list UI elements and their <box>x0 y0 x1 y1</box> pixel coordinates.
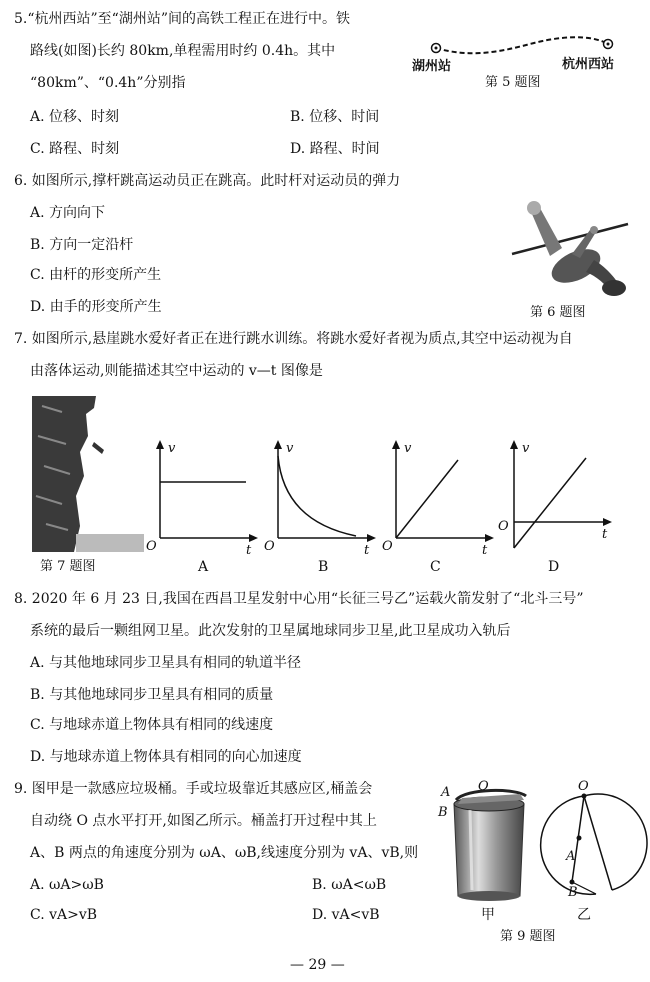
q8-option-a: A. 与其他地球同步卫星具有相同的轨道半径 <box>30 655 302 671</box>
graph-a-origin: O <box>146 539 157 554</box>
q6-option-a: A. 方向向下 <box>30 205 106 221</box>
q5-option-c: C. 路程、时刻 <box>30 141 120 157</box>
graph-a-v-label: v <box>168 441 176 456</box>
graph-c-origin: O <box>382 539 393 554</box>
q9-label-yi: 乙 <box>577 907 591 923</box>
q9-label-jia: 甲 <box>481 907 495 923</box>
q9-stem-line1: 9. 图甲是一款感应垃圾桶。手或垃圾靠近其感应区,桶盖会 <box>14 781 373 797</box>
q5-caption: 第 5 题图 <box>485 75 541 90</box>
q9-fig-jia-label-b: B <box>438 805 448 820</box>
graph-b-t-label: t <box>364 543 370 558</box>
vt-graph-a <box>146 440 260 558</box>
q9-option-a: A. ωA>ωB <box>30 877 104 893</box>
graph-b-curve <box>278 456 356 536</box>
page-number: — 29 — <box>290 957 345 973</box>
q5-stem-line2: 路线(如图)长约 80km,单程需用时约 0.4h。其中 <box>30 43 336 59</box>
q9-lid-rotation-diagram <box>534 779 644 902</box>
q7-caption: 第 7 题图 <box>40 559 96 574</box>
q9-fig-jia-label-o: O <box>478 779 489 794</box>
vt-graph-c <box>382 440 496 558</box>
graph-label-c: C <box>430 559 441 575</box>
q7-stem-line1: 7. 如图所示,悬崖跳水爱好者正在进行跳水训练。将跳水爱好者视为质点,其空中运动视为自 <box>14 331 573 347</box>
graph-d-v-label: v <box>522 441 530 456</box>
q9-option-c: C. vA>vB <box>30 907 98 923</box>
q9-fig-yi-label-b: B <box>568 885 578 900</box>
q6-option-d: D. 由手的形变所产生 <box>30 299 162 315</box>
cliff-dive-photo <box>32 396 144 552</box>
railway-line <box>436 37 608 53</box>
q5-option-d: D. 路程、时间 <box>290 141 380 157</box>
graph-d-t-label: t <box>602 527 608 542</box>
q8-stem-line2: 系统的最后一颗组网卫星。此次发射的卫星属地球同步卫星,此卫星成功入轨后 <box>30 623 511 639</box>
label-hangzhou-west: 杭州西站 <box>562 57 615 72</box>
q9-fig-yi-label-o: O <box>578 779 589 794</box>
point-a <box>577 836 582 841</box>
point-o <box>582 794 587 799</box>
graph-c-line <box>396 460 458 538</box>
q8-option-d: D. 与地球赤道上物体具有相同的向心加速度 <box>30 749 302 765</box>
q9-trash-can-figure <box>436 780 536 910</box>
label-huzhou: 湖州站 <box>412 59 452 74</box>
q6-caption: 第 6 题图 <box>530 305 586 320</box>
q6-option-c: C. 由杆的形变所产生 <box>30 267 162 283</box>
graph-c-t-label: t <box>482 543 488 558</box>
q9-option-d: D. vA<vB <box>312 907 380 923</box>
q9-stem-line2: 自动绕 O 点水平打开,如图乙所示。桶盖打开过程中其上 <box>30 813 377 829</box>
graph-b-origin: O <box>264 539 275 554</box>
q8-option-c: C. 与地球赤道上物体具有相同的线速度 <box>30 717 274 733</box>
q5-option-a: A. 位移、时刻 <box>30 109 120 125</box>
graph-label-b: B <box>318 559 329 575</box>
q5-stem-line3: “80km”、“0.4h”分别指 <box>30 75 186 91</box>
q8-option-b: B. 与其他地球同步卫星具有相同的质量 <box>30 687 274 703</box>
q9-option-b: B. ωA<ωB <box>312 877 387 893</box>
graph-d-line <box>514 458 586 548</box>
vt-graph-b <box>264 440 378 558</box>
graph-label-a: A <box>198 559 209 575</box>
graph-c-v-label: v <box>404 441 412 456</box>
q5-option-b: B. 位移、时间 <box>290 109 380 125</box>
graph-label-d: D <box>548 559 560 575</box>
q6-stem: 6. 如图所示,撑杆跳高运动员正在跳高。此时杆对运动员的弹力 <box>14 173 401 189</box>
q9-stem-line3: A、B 两点的角速度分别为 ωA、ωB,线速度分别为 vA、vB,则 <box>30 845 419 861</box>
q9-fig-jia-label-a: A <box>441 785 451 800</box>
pole-vault-photo <box>510 196 640 308</box>
q6-option-b: B. 方向一定沿杆 <box>30 237 134 253</box>
graph-b-v-label: v <box>286 441 294 456</box>
vt-graph-d <box>498 440 619 550</box>
q9-fig-yi-label-a: A <box>566 849 576 864</box>
point-b <box>570 880 575 885</box>
q9-caption: 第 9 题图 <box>500 929 556 944</box>
q5-stem-line1: 5.“杭州西站”至“湖州站”间的高铁工程正在进行中。铁 <box>14 11 350 27</box>
graph-d-origin: O <box>498 519 509 534</box>
graph-a-t-label: t <box>246 543 252 558</box>
q7-stem-line2: 由落体运动,则能描述其空中运动的 v—t 图像是 <box>30 363 323 379</box>
q8-stem-line1: 8. 2020 年 6 月 23 日,我国在西昌卫星发射中心用“长征三号乙”运载火箭发射了“北斗三号” <box>14 591 584 607</box>
